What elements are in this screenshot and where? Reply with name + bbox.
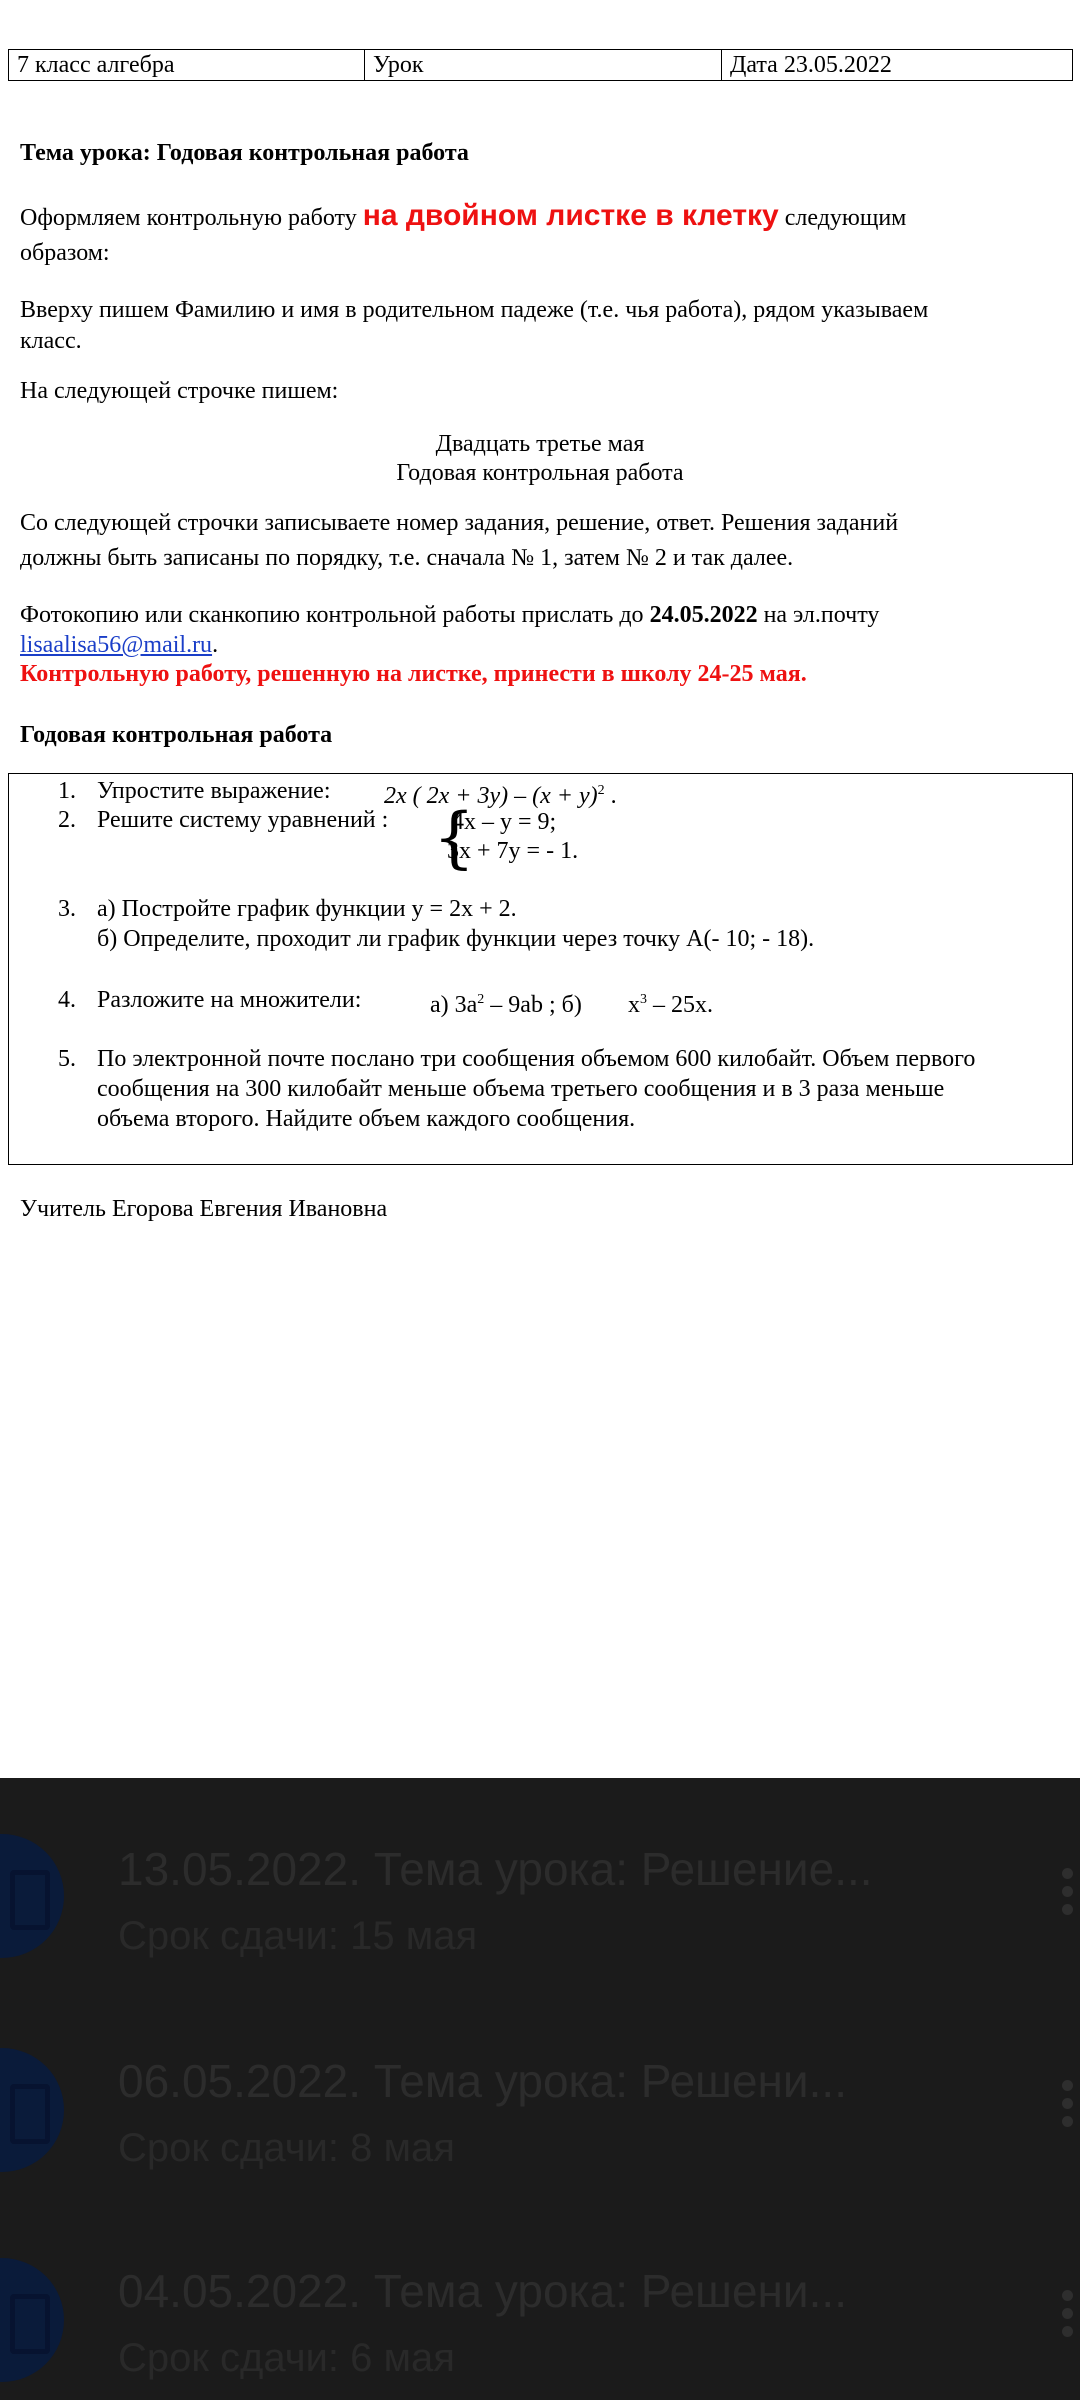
paragraph-order: Со следующей строчки записываете номер задания, решение, ответ. Решения заданий	[20, 510, 899, 536]
paragraph-bring: Контрольную работу, решенную на листке, принести в школу 24-25 мая.	[20, 661, 807, 687]
highlight-red: на двойном листке в клетку	[362, 199, 779, 232]
task-4-part-b: $x^3 - 25x$.	[628, 992, 713, 1018]
assignment-list	[0, 1778, 1080, 2400]
more-options-icon[interactable]	[1062, 1868, 1074, 1922]
paragraph-name: Вверху пишем Фамилию и имя в родительном падеже (т.е. чья работа), рядом указываем	[20, 297, 929, 323]
list-item[interactable]	[0, 1778, 1080, 1992]
task-1-number: 1.	[58, 778, 76, 804]
header-lesson: Урок	[365, 50, 722, 80]
center-date: Двадцать третье мая	[435, 431, 645, 457]
email-line: lisaalisa56@mail.ru.	[20, 632, 219, 658]
list-item-due: Срок сдачи: 6 мая	[118, 2336, 455, 2380]
list-item-title: 13.05.2022. Тема урока: Решение...	[118, 1843, 873, 1895]
assignment-icon	[0, 2258, 64, 2382]
paragraph-format-line2: образом:	[20, 240, 110, 266]
header-table	[8, 49, 1073, 81]
system-brace: {	[433, 799, 475, 876]
task-2-equation-2: 3x + 7y = - 1.	[447, 838, 579, 864]
teacher-signature: Учитель Егорова Евгения Ивановна	[20, 1196, 388, 1222]
task-3-part-b: б) Определите, проходит ли график функции через точку А(- 10; - 18).	[97, 926, 815, 952]
task-2-number: 2.	[58, 807, 76, 833]
assignment-icon	[0, 1834, 64, 1958]
list-item[interactable]	[0, 2206, 1080, 2400]
task-3-part-a: а) Постройте график функции y = 2x + 2.	[97, 896, 517, 922]
more-options-icon[interactable]	[1062, 2290, 1074, 2344]
assignment-icon	[0, 2048, 64, 2172]
task-1-text: Упростите выражение:	[97, 778, 331, 804]
list-item-title: 04.05.2022. Тема урока: Решени...	[118, 2265, 847, 2317]
list-item-title: 06.05.2022. Тема урока: Решени...	[118, 2055, 847, 2107]
header-date: Дата 23.05.2022	[730, 52, 892, 78]
header-class: 7 класс алгебра	[9, 50, 365, 80]
section-title: Годовая контрольная работа	[20, 722, 333, 748]
paragraph-next-line: На следующей строчке пишем:	[20, 378, 339, 404]
task-5-line-1: По электронной почте послано три сообщения объемом 600 килобайт. Объем первого	[97, 1046, 976, 1072]
paragraph-order-line2: должны быть записаны по порядку, т.е. сначала № 1, затем № 2 и так далее.	[20, 545, 794, 571]
paragraph-name-line2: класс.	[20, 328, 82, 354]
lesson-topic: Тема урока: Годовая контрольная работа	[20, 140, 469, 166]
task-1-expression: 2x ( $2x + 3y) - (x + y)^2$ .	[384, 783, 617, 809]
task-5-number: 5.	[58, 1046, 76, 1072]
task-4-text: Разложите на множители:	[97, 987, 362, 1013]
email-link[interactable]: lisaalisa56@mail.ru	[20, 632, 213, 658]
task-5-line-2: сообщения на 300 килобайт меньше объема третьего сообщения и в 3 раза меньше	[97, 1076, 945, 1102]
list-item-due: Срок сдачи: 8 мая	[118, 2126, 455, 2170]
more-options-icon[interactable]	[1062, 2080, 1074, 2134]
task-2-equation-1: 4x – y = 9;	[452, 809, 557, 835]
task-4-part-a: а) $3a^2 - 9ab$ ; б)	[430, 992, 582, 1018]
center-title: Годовая контрольная работа	[396, 460, 684, 486]
task-2-text: Решите систему уравнений :	[97, 807, 389, 833]
task-3-number: 3.	[58, 896, 76, 922]
list-item-due: Срок сдачи: 15 мая	[118, 1914, 478, 1958]
paragraph-format: Оформляем контрольную работу на двойном листке в клетку следующим	[20, 199, 907, 232]
task-5-line-3: объема второго. Найдите объем каждого сообщения.	[97, 1106, 636, 1132]
list-item[interactable]	[0, 1992, 1080, 2206]
paragraph-send: Фотокопию или сканкопию контрольной работы прислать до 24.05.2022 на эл.почту	[20, 602, 880, 628]
task-4-number: 4.	[58, 987, 76, 1013]
